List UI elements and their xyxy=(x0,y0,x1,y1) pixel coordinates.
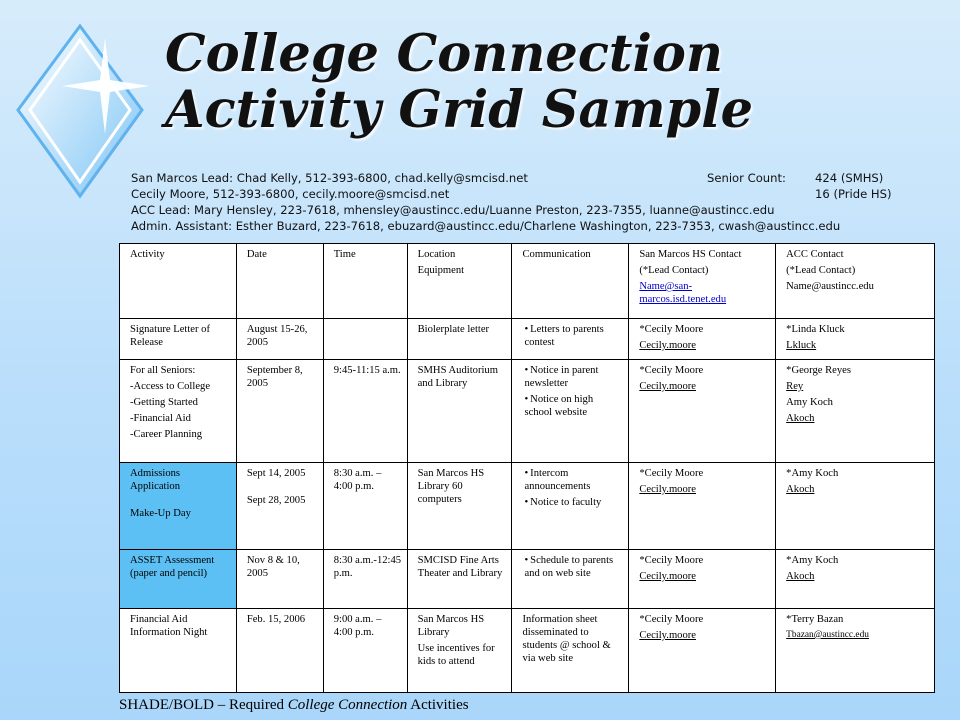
sm-contact-cell xyxy=(629,550,776,609)
legend-note xyxy=(119,697,469,714)
info-row-3 xyxy=(131,202,931,218)
activity-cell: Signature Letter of Release xyxy=(120,319,237,360)
activity-line: -Career Planning xyxy=(130,429,203,440)
header-acc-lead-note: (*Lead Contact) xyxy=(786,265,856,276)
sm-contact-cell xyxy=(629,319,776,360)
communication-cell: Information sheet disseminated to students @ school & via web site xyxy=(512,609,629,693)
communication-cell xyxy=(512,550,629,609)
date-cell xyxy=(236,463,323,550)
activity-cell: Financial Aid Information Night xyxy=(120,609,237,693)
acc-contact-name-2: Amy Koch xyxy=(786,397,833,408)
activity-grid xyxy=(119,243,935,693)
acc-contact-link[interactable]: Akoch xyxy=(786,484,815,495)
acc-contact-cell xyxy=(776,463,935,550)
sm-email-link[interactable]: Name@san-marcos.isd.tenet.edu xyxy=(639,281,727,305)
acc-contact-link-2[interactable]: Akoch xyxy=(786,413,815,424)
communication-item: • Notice to faculty xyxy=(522,496,623,509)
table-row xyxy=(120,463,935,550)
date-line-2: Sept 28, 2005 xyxy=(246,495,306,506)
sm-contact-name: *Cecily Moore xyxy=(639,365,704,376)
title-line-2: Activity Grid Sample xyxy=(165,80,754,140)
location-line-2: Use incentives for kids to attend xyxy=(417,643,495,667)
activity-line: -Financial Aid xyxy=(130,413,191,424)
header-communication: Communication xyxy=(512,244,629,319)
admin-assistant: Admin. Assistant: Esther Buzard, 223-7618, ebuzard@austincc.edu/Charlene Washington, 223-7353, cwash@austincc.edu xyxy=(131,219,841,233)
header-sm-lead-note: (*Lead Contact) xyxy=(639,265,709,276)
legend-italic: College Connection xyxy=(287,697,408,713)
time-cell xyxy=(323,319,407,360)
header-acc-contact xyxy=(776,244,935,319)
location-line: San Marcos HS Library xyxy=(417,614,485,638)
acc-contact-link[interactable]: Lkluck xyxy=(786,340,817,351)
communication-cell xyxy=(512,360,629,463)
activity-cell-required xyxy=(120,463,237,550)
sm-contact-link[interactable]: Cecily.moore xyxy=(639,484,697,495)
communication-item: • Notice in parent newsletter xyxy=(522,364,623,390)
header-activity: Activity xyxy=(120,244,237,319)
activity-cell-required: ASSET Assessment (paper and pencil) xyxy=(120,550,237,609)
cecily-contact: Cecily Moore, 512-393-6800, cecily.moore@smcisd.net xyxy=(131,187,450,201)
header-location-label: Location xyxy=(417,249,456,260)
acc-contact-cell xyxy=(776,319,935,360)
location-cell: San Marcos HS Library 60 computers xyxy=(407,463,512,550)
activity-line: For all Seniors: xyxy=(130,365,196,376)
communication-item: • Letters to parents contest xyxy=(522,323,623,349)
sm-contact-cell xyxy=(629,463,776,550)
location-cell xyxy=(407,609,512,693)
date-line: Sept 14, 2005 xyxy=(246,468,306,479)
time-cell: 9:00 a.m. – 4:00 p.m. xyxy=(323,609,407,693)
table-header-row xyxy=(120,244,935,319)
info-row-2 xyxy=(131,186,931,202)
acc-contact-name: *Amy Koch xyxy=(786,555,839,566)
date-cell: Feb. 15, 2006 xyxy=(236,609,323,693)
table-row xyxy=(120,319,935,360)
acc-contact-cell xyxy=(776,609,935,693)
header-time: Time xyxy=(323,244,407,319)
senior-count-smhs: 424 (SMHS) xyxy=(815,171,884,185)
header-location xyxy=(407,244,512,319)
time-cell: 8:30 a.m. – 4:00 p.m. xyxy=(323,463,407,550)
acc-contact-name: *Amy Koch xyxy=(786,468,839,479)
sm-contact-cell xyxy=(629,360,776,463)
header-date: Date xyxy=(236,244,323,319)
communication-item: • Intercom announcements xyxy=(522,467,623,493)
time-cell: 9:45-11:15 a.m. xyxy=(323,360,407,463)
header-acc-email: Name@austincc.edu xyxy=(786,281,874,292)
title-line-1: College Connection xyxy=(165,24,723,84)
acc-contact-cell xyxy=(776,550,935,609)
contact-info xyxy=(131,170,931,234)
communication-cell xyxy=(512,463,629,550)
info-row-1 xyxy=(131,170,931,186)
acc-contact-cell xyxy=(776,360,935,463)
date-cell: August 15-26, 2005 xyxy=(236,319,323,360)
sm-contact-link[interactable]: Cecily.moore xyxy=(639,340,697,351)
diamond-star-logo xyxy=(10,18,150,203)
activity-line-2: Make-Up Day xyxy=(130,508,191,519)
activity-line: Admissions Application xyxy=(130,468,181,492)
acc-contact-link[interactable]: Rey xyxy=(786,381,804,392)
date-cell: September 8, 2005 xyxy=(236,360,323,463)
acc-contact-email-link[interactable]: Tbazan@austincc.edu xyxy=(786,630,869,640)
sm-contact-name: *Cecily Moore xyxy=(639,468,704,479)
legend-prefix: SHADE/BOLD – Required xyxy=(119,697,288,713)
table-row xyxy=(120,609,935,693)
sm-contact-link[interactable]: Cecily.moore xyxy=(639,571,697,582)
senior-count-pride: 16 (Pride HS) xyxy=(815,187,892,201)
location-cell: SMHS Auditorium and Library xyxy=(407,360,512,463)
sm-contact-cell xyxy=(629,609,776,693)
sm-contact-link[interactable]: Cecily.moore xyxy=(639,630,697,641)
acc-contact-name: *Terry Bazan xyxy=(786,614,844,625)
location-cell: SMCISD Fine Arts Theater and Library xyxy=(407,550,512,609)
page-title xyxy=(165,26,753,138)
sm-contact-link[interactable]: Cecily.moore xyxy=(639,381,697,392)
table-row xyxy=(120,360,935,463)
sm-contact-name: *Cecily Moore xyxy=(639,324,704,335)
header-equipment-label: Equipment xyxy=(417,265,465,276)
communication-cell xyxy=(512,319,629,360)
acc-lead: ACC Lead: Mary Hensley, 223-7618, mhensley@austincc.edu/Luanne Preston, 223-7355, luanne@austincc.edu xyxy=(131,203,775,217)
legend-suffix: Activities xyxy=(407,697,469,713)
san-marcos-lead: San Marcos Lead: Chad Kelly, 512-393-6800, chad.kelly@smcisd.net xyxy=(131,171,528,185)
date-cell: Nov 8 & 10, 2005 xyxy=(236,550,323,609)
activity-cell xyxy=(120,360,237,463)
table-row xyxy=(120,550,935,609)
communication-item: • Notice on high school website xyxy=(522,393,623,419)
acc-contact-link[interactable]: Akoch xyxy=(786,571,815,582)
activity-line: -Getting Started xyxy=(130,397,198,408)
time-cell: 8:30 a.m.-12:45 p.m. xyxy=(323,550,407,609)
acc-contact-name: *George Reyes xyxy=(786,365,851,376)
header-sm-contact xyxy=(629,244,776,319)
header-sm-contact-label: San Marcos HS Contact xyxy=(639,249,742,260)
activity-line: -Access to College xyxy=(130,381,211,392)
info-row-4 xyxy=(131,218,931,234)
sm-contact-name: *Cecily Moore xyxy=(639,614,704,625)
senior-count-label: Senior Count: xyxy=(707,171,786,185)
location-cell: Biolerplate letter xyxy=(407,319,512,360)
header-acc-contact-label: ACC Contact xyxy=(786,249,844,260)
acc-contact-name: *Linda Kluck xyxy=(786,324,845,335)
sm-contact-name: *Cecily Moore xyxy=(639,555,704,566)
communication-item: • Schedule to parents and on web site xyxy=(522,554,623,580)
